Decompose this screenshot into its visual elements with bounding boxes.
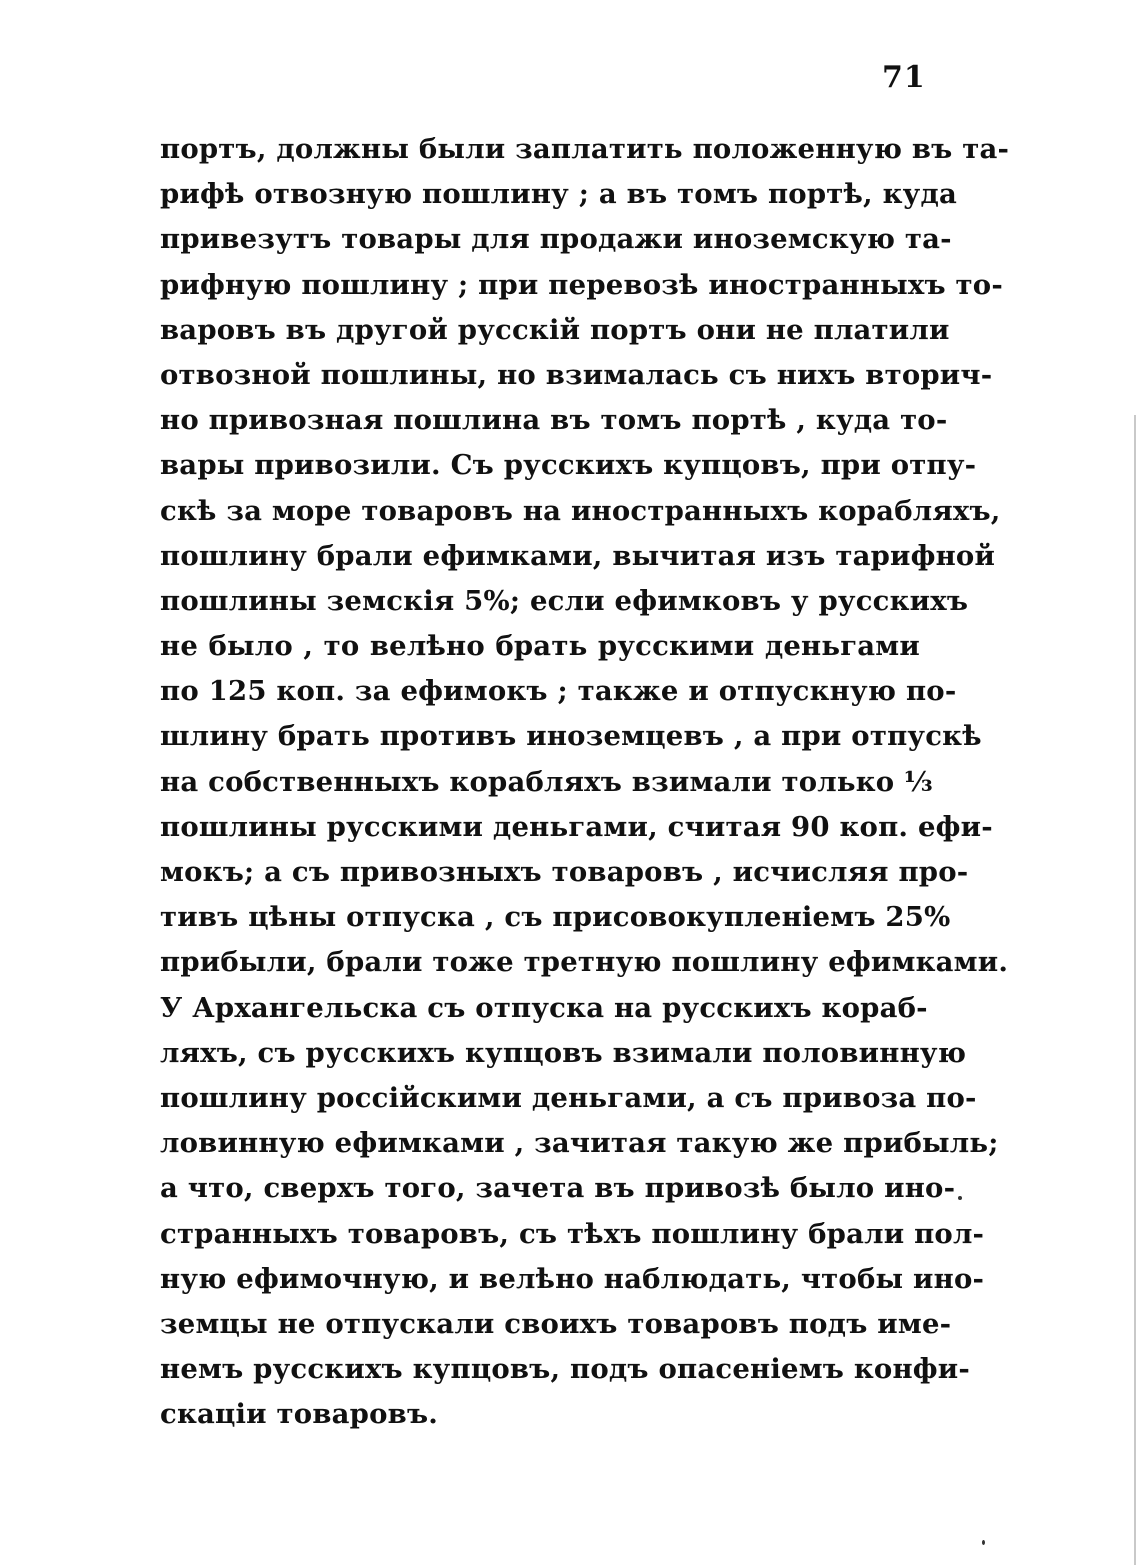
- text-line: земцы не отпускали своихъ товаровъ подъ име-: [160, 1307, 952, 1340]
- text-line: привезутъ товары для продажи иноземскую та-: [160, 223, 952, 256]
- text-line: ловинную ефимками , зачитая такую же прибыль;: [160, 1127, 999, 1160]
- text-line: скѣ за море товаровъ на иностранныхъ корабляхъ,: [160, 494, 1001, 527]
- ink-speck: [958, 1196, 962, 1200]
- text-line: мокъ; а съ привозныхъ товаровъ , исчисляя про-: [160, 856, 969, 888]
- text-line: У Архангельска съ отпуска на русскихъ кораб-: [160, 991, 928, 1024]
- text-line: по 125 коп. за ефимокъ ; также и отпускную по-: [160, 675, 957, 708]
- text-line: отвозной пошлины, но взималась съ нихъ вторич-: [160, 358, 993, 391]
- ink-speck: [982, 1540, 985, 1545]
- text-line: не было , то велѣно брать русскими деньгами: [160, 630, 920, 663]
- text-line-last: скаціи товаровъ.: [160, 1398, 439, 1431]
- page-edge-shadow: [1134, 415, 1136, 1565]
- page-number: 71: [882, 60, 926, 95]
- text-line: пошлину россійскими деньгами, а съ привоза по-: [160, 1081, 977, 1114]
- text-line: рифную пошлину ; при перевозѣ иностранныхъ то-: [160, 268, 1003, 301]
- text-line: ляхъ, съ русскихъ купцовъ взимали половинную: [160, 1036, 967, 1069]
- text-line: портъ, должны были заплатить положенную въ та-: [160, 133, 1010, 165]
- text-line: немъ русскихъ купцовъ, подъ опасеніемъ конфи-: [160, 1353, 970, 1386]
- text-line: тивъ цѣны отпуска , съ присовокупленіемъ 25%: [160, 901, 951, 934]
- text-line: странныхъ товаровъ, съ тѣхъ пошлину брали пол-: [160, 1217, 985, 1250]
- text-line: прибыли, брали тоже третную пошлину ефимками.: [160, 946, 1009, 979]
- text-line: а что, сверхъ того, зачета въ привозѣ было ино-: [160, 1172, 956, 1205]
- text-line: шлину брать противъ иноземцевъ , а при отпускѣ: [160, 720, 982, 753]
- text-line: рифѣ отвозную пошлину ; а въ томъ портѣ, куда: [160, 178, 958, 211]
- text-line: но привозная пошлина въ томъ портѣ , куда то-: [160, 404, 948, 437]
- text-line: пошлину брали ефимками, вычитая изъ тарифной: [160, 539, 996, 572]
- text-line: варовъ въ другой русскій портъ они не платили: [160, 313, 950, 346]
- text-line: на собственныхъ корабляхъ взимали только ⅓: [160, 765, 933, 798]
- text-line: пошлины земскія 5%; если ефимковъ у русскихъ: [160, 584, 969, 617]
- text-line: ную ефимочную, и велѣно наблюдать, чтобы ино-: [160, 1262, 985, 1295]
- text-line: пошлины русскими деньгами, считая 90 коп. ефи-: [160, 810, 993, 843]
- text-line: вары привозили. Съ русскихъ купцовъ, при отпу-: [160, 449, 977, 482]
- body-text: [160, 127, 1010, 1437]
